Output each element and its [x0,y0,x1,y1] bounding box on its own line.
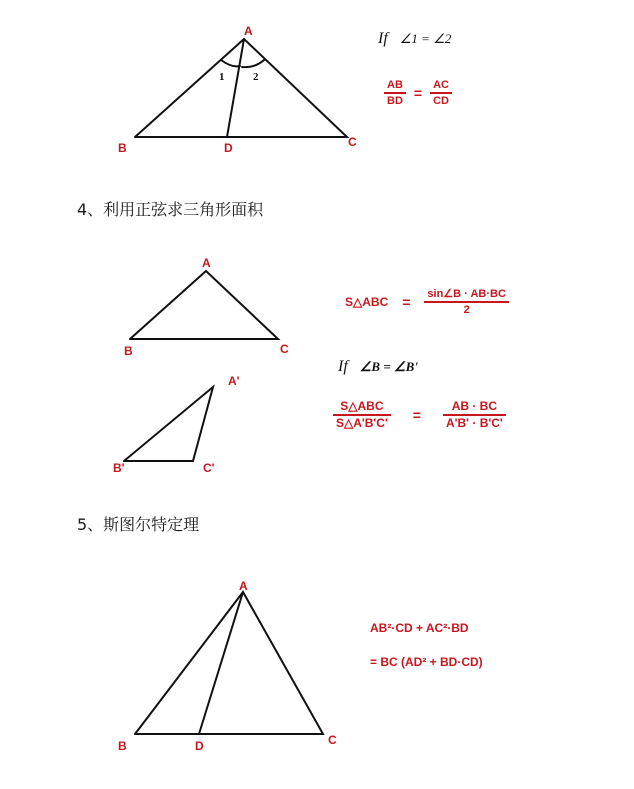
t1-label-b: B [124,344,133,358]
stewart-formula-line1: AB²·CD + AC²·BD [370,621,469,635]
angle-label-1: 1 [219,71,225,83]
t1-label-a: A [202,256,211,270]
s5-label-a: A [239,579,248,593]
t2-label-a: A' [228,374,240,388]
angle-bisector-formula: $\frac{AB}{BD}$ = $\frac{AC}{CD}$ [384,79,452,107]
condition-expr: ∠1 = ∠2 [399,31,452,46]
section-heading-4: 4、利用正弦求三角形面积 [77,200,264,219]
t2-label-b: B' [113,461,125,475]
sine-area-formula: S△ABC = $\frac{\sin\angle B \cdot AB\cdot BC}{2}$ [345,288,509,316]
stewart-formula-line2: = BC (AD² + BD·CD) [370,655,483,669]
s5-label-b: B [118,739,127,753]
section-heading-5: 5、斯图尔特定理 [77,515,200,534]
s5-label-d: D [195,739,204,753]
vertex-label-c: C [348,135,357,149]
vertex-label-b: B [118,141,127,155]
if-text: If [378,30,388,47]
t2-label-c: C' [203,461,215,475]
angle-label-2: 2 [253,71,259,83]
vertex-label-a: A [244,24,253,38]
s5-label-c: C [328,733,337,747]
area-ratio-formula: $\frac{\text{S△ABC}}{S\triangle A'B'C'}$ = $\frac{AB \cdot BC}{A'B' \cdot B'C'}$ [333,400,506,430]
condition-angle-equal [378,30,451,48]
condition-expr: ∠B = ∠B' [359,359,418,374]
vertex-label-d: D [224,141,233,155]
t1-label-c: C [280,342,289,356]
condition-angle-b-equal [338,358,418,376]
if-text: If [338,358,348,375]
